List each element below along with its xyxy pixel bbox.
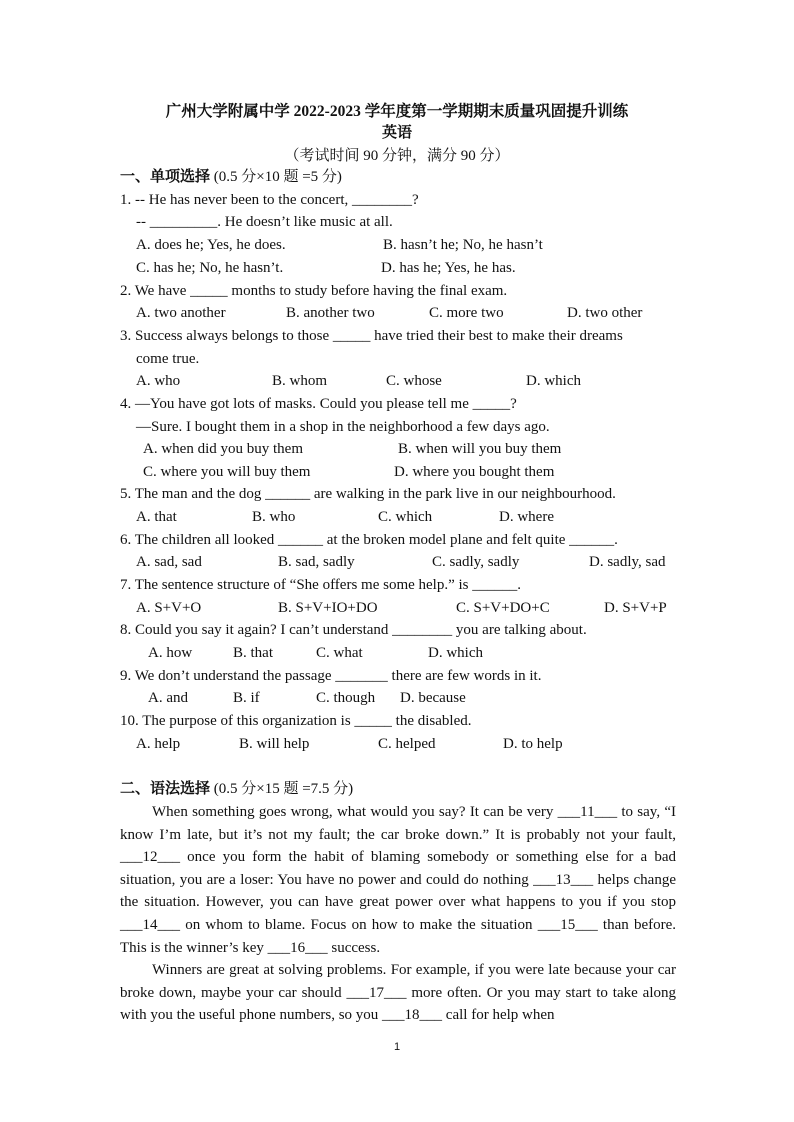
q3-option-c: C. whose	[386, 373, 442, 389]
section1-heading-line	[120, 167, 342, 187]
q1-option-b: B. hasn’t he; No, he hasn’t	[383, 237, 543, 253]
q6-option-d: D. sadly, sad	[589, 554, 666, 570]
q9-option-b: B. if	[233, 690, 260, 706]
q6-option-b: B. sad, sadly	[278, 554, 355, 570]
section1-score: (0.5 分×10 题 =5 分)	[213, 169, 342, 185]
passage	[120, 801, 676, 1027]
q7-option-d: D. S+V+P	[604, 600, 667, 616]
q1-option-d: D. has he; Yes, he has.	[381, 260, 516, 276]
q6-option-a: A. sad, sad	[136, 554, 202, 570]
q6-stem: 6. The children all looked ______ at the broken model plane and felt quite ______.	[120, 532, 618, 548]
q4-stem2: —Sure. I bought them in a shop in the neighborhood a few days ago.	[136, 419, 550, 435]
exam-info: （考试时间 90 分钟，满分 90 分）	[284, 148, 510, 164]
q10-option-b: B. will help	[239, 736, 310, 752]
q6-option-c: C. sadly, sadly	[432, 554, 520, 570]
q7-option-c: C. S+V+DO+C	[456, 600, 550, 616]
q3-option-d: D. which	[526, 373, 581, 389]
page-number: 1	[393, 1041, 401, 1053]
q3-stem2: come true.	[136, 351, 200, 367]
q4-option-d: D. where you bought them	[394, 464, 555, 480]
q5-option-a: A. that	[136, 509, 177, 525]
q1-stem: 1. -- He has never been to the concert, ________?	[120, 192, 419, 208]
passage-paragraph-2: Winners are great at solving problems. For example, if you were late because your car broke down, maybe your car should ___17___ more often. Or you may start to take along with you the useful phone numbers, so you ___18___ call for help when	[120, 962, 676, 1024]
q10-option-a: A. help	[136, 736, 181, 752]
q2-option-c: C. more two	[429, 305, 504, 321]
q1-option-c: C. has he; No, he hasn’t.	[136, 260, 284, 276]
q4-option-c: C. where you will buy them	[143, 464, 311, 480]
q10-option-c: C. helped	[378, 736, 436, 752]
q8-option-d: D. which	[428, 645, 483, 661]
q5-option-d: D. where	[499, 509, 554, 525]
q4-option-a: A. when did you buy them	[143, 441, 303, 457]
q9-stem: 9. We don’t understand the passage _______ there are few words in it.	[120, 668, 542, 684]
section2-score: (0.5 分×15 题 =7.5 分)	[213, 781, 354, 797]
q8-option-a: A. how	[148, 645, 193, 661]
q5-option-b: B. who	[252, 509, 296, 525]
q3-stem: 3. Success always belongs to those _____ have tried their best to make their dreams	[120, 328, 623, 344]
section2-heading: 二、语法选择	[120, 781, 211, 797]
q9-option-c: C. though	[316, 690, 376, 706]
q9-option-d: D. because	[400, 690, 466, 706]
q8-option-c: C. what	[316, 645, 363, 661]
q1-stem2: -- _________. He doesn’t like music at all.	[136, 214, 393, 230]
q10-option-d: D. to help	[503, 736, 563, 752]
q3-option-a: A. who	[136, 373, 181, 389]
q2-stem: 2. We have _____ months to study before having the final exam.	[120, 283, 508, 299]
subject-title: 英语	[381, 125, 412, 141]
q8-stem: 8. Could you say it again? I can’t understand ________ you are talking about.	[120, 622, 587, 638]
q7-stem: 7. The sentence structure of “She offers me some help.” is ______.	[120, 577, 522, 593]
exam-title: 广州大学附属中学 2022-2023 学年度第一学期期末质量巩固提升训练	[165, 103, 629, 120]
q4-stem: 4. —You have got lots of masks. Could you please tell me _____?	[120, 396, 517, 412]
section2-heading-line	[120, 779, 353, 799]
passage-paragraph-1: When something goes wrong, what would you say? It can be very ___11___ to say, “I know I’m late, but it’s not my fault; the car broke down.” It is probably not your fault, ___12___ once you form the habit of blaming somebody or something else for a bad situation, you are a loser: You have no power and could do nothing ___13___ helps change the situation. However, you can have great power over what happens to you if you stop ___14___ on whom to blame. Focus on how to make the situation ___15___ than before. This is the winner’s key ___16___ success.	[120, 804, 676, 956]
q7-option-b: B. S+V+IO+DO	[278, 600, 378, 616]
q10-stem: 10. The purpose of this organization is _____ the disabled.	[120, 713, 472, 729]
q7-option-a: A. S+V+O	[136, 600, 202, 616]
q8-option-b: B. that	[233, 645, 273, 661]
q2-option-b: B. another two	[286, 305, 375, 321]
q2-option-a: A. two another	[136, 305, 226, 321]
q1-option-a: A. does he; Yes, he does.	[136, 237, 286, 253]
q2-option-d: D. two other	[567, 305, 643, 321]
q4-option-b: B. when will you buy them	[398, 441, 562, 457]
q3-option-b: B. whom	[272, 373, 328, 389]
q5-option-c: C. which	[378, 509, 433, 525]
section1-heading: 一、单项选择	[120, 169, 211, 185]
q9-option-a: A. and	[148, 690, 188, 706]
q5-stem: 5. The man and the dog ______ are walking in the park live in our neighbourhood.	[120, 486, 616, 502]
